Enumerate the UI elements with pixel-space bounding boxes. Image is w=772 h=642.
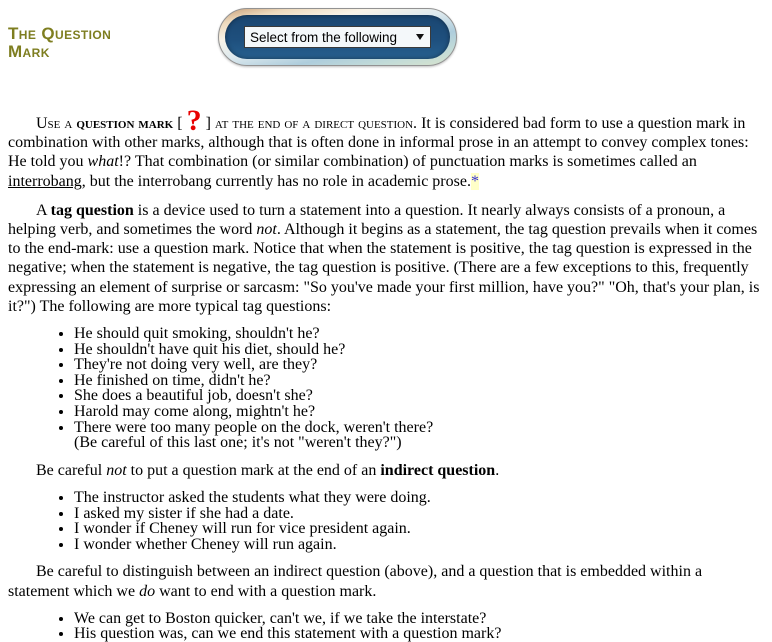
page: [8, 8, 764, 642]
footnote-asterisk-link[interactable]: *: [470, 172, 479, 190]
topic-select-dropdown[interactable]: [244, 26, 431, 48]
topic-select-wrap: [244, 26, 431, 48]
text-segment: to put a question mark at the end of an: [126, 461, 381, 479]
list-item: • She does a beautiful job, doesn't she?: [74, 388, 764, 404]
text-segment: what: [87, 153, 119, 171]
list-item: • Harold may come along, mightn't he?: [74, 404, 764, 420]
list-item: • I wonder if Cheney will run for vice president again.: [74, 521, 764, 537]
header-area: [8, 8, 764, 104]
text-segment: [: [173, 115, 187, 132]
list-item: • I wonder whether Cheney will run again.: [74, 537, 764, 553]
text-segment: .: [495, 461, 500, 479]
list-item: • They're not doing very well, are they?: [74, 357, 764, 373]
nav-capsule-inner: [225, 15, 450, 59]
nav-capsule: [218, 8, 457, 66]
page-title: The Question Mark: [8, 24, 112, 61]
indirect-question-paragraph: [8, 461, 764, 480]
list-item-text: There were too many people on the dock, weren't there?: [74, 418, 434, 436]
text-segment: . Although it begins as a statement, the tag question prevails when it comes to the end-mark: use a question mark. Notice that when the statement is positive, the tag question is expressed in the negative; when the statement is negative, the tag question is positive. (There are a few exceptions to this, frequently expressing an element of surprise or sarcasm: "So you've made your first million, have you?" "Oh, that's your plan, is it?") The following are more typical tag questions:: [8, 221, 760, 315]
text-segment: question mark: [76, 115, 174, 132]
text-segment: Be careful to distinguish between an indirect question (above), and a question that is embedded within a statement which we: [8, 563, 703, 600]
text-segment: do: [139, 582, 156, 600]
tag-question-examples-list: [8, 326, 764, 451]
text-segment: Use a: [36, 115, 77, 132]
list-item: • We can get to Boston quicker, can't we, if we take the interstate?: [74, 611, 764, 627]
text-segment: not: [106, 461, 127, 479]
text-segment: !? That combination (or similar combination) of punctuation marks is sometimes called an: [118, 153, 697, 171]
text-segment: A: [36, 201, 51, 219]
text-segment: indirect question: [380, 461, 496, 479]
text-segment: want to end with a question mark.: [155, 582, 377, 600]
list-item-note: (Be careful of this last one; it's not "weren't they?"): [74, 434, 402, 452]
tag-question-paragraph: [8, 201, 764, 316]
text-segment: interrobang: [8, 172, 82, 190]
embedded-question-examples-list: [8, 611, 764, 642]
list-item: • His question was, can we end this statement with a question mark?: [74, 626, 764, 642]
list-item: • He finished on time, didn't he?: [74, 373, 764, 389]
list-item: • I asked my sister if she had a date.: [74, 506, 764, 522]
text-segment: not: [256, 221, 277, 239]
red-question-mark: ?: [186, 104, 202, 137]
text-segment: , but the interrobang currently has no role in academic prose.: [81, 172, 471, 190]
text-segment: Be careful: [36, 461, 107, 479]
list-item: • The instructor asked the students what they were doing.: [74, 490, 764, 506]
list-item: [74, 420, 764, 451]
text-segment: is a device used to turn a statement into a question. It nearly always consists of a pronoun, a helping verb, and sometimes the word: [8, 201, 726, 239]
indirect-question-examples-list: [8, 490, 764, 552]
embedded-question-paragraph: [8, 562, 764, 600]
text-segment: ]: [201, 115, 215, 132]
text-segment: tag question: [50, 201, 134, 219]
text-segment: It is considered bad form to use a question mark in combination with other marks, although that is often done in informal prose in an attempt to convey complex tones: He told you: [8, 115, 749, 171]
list-item: • He should quit smoking, shouldn't he?: [74, 326, 764, 342]
list-item: • He shouldn't have quit his diet, should he?: [74, 342, 764, 358]
text-segment: at the end of a direct question.: [214, 115, 418, 132]
intro-paragraph: [8, 104, 764, 191]
